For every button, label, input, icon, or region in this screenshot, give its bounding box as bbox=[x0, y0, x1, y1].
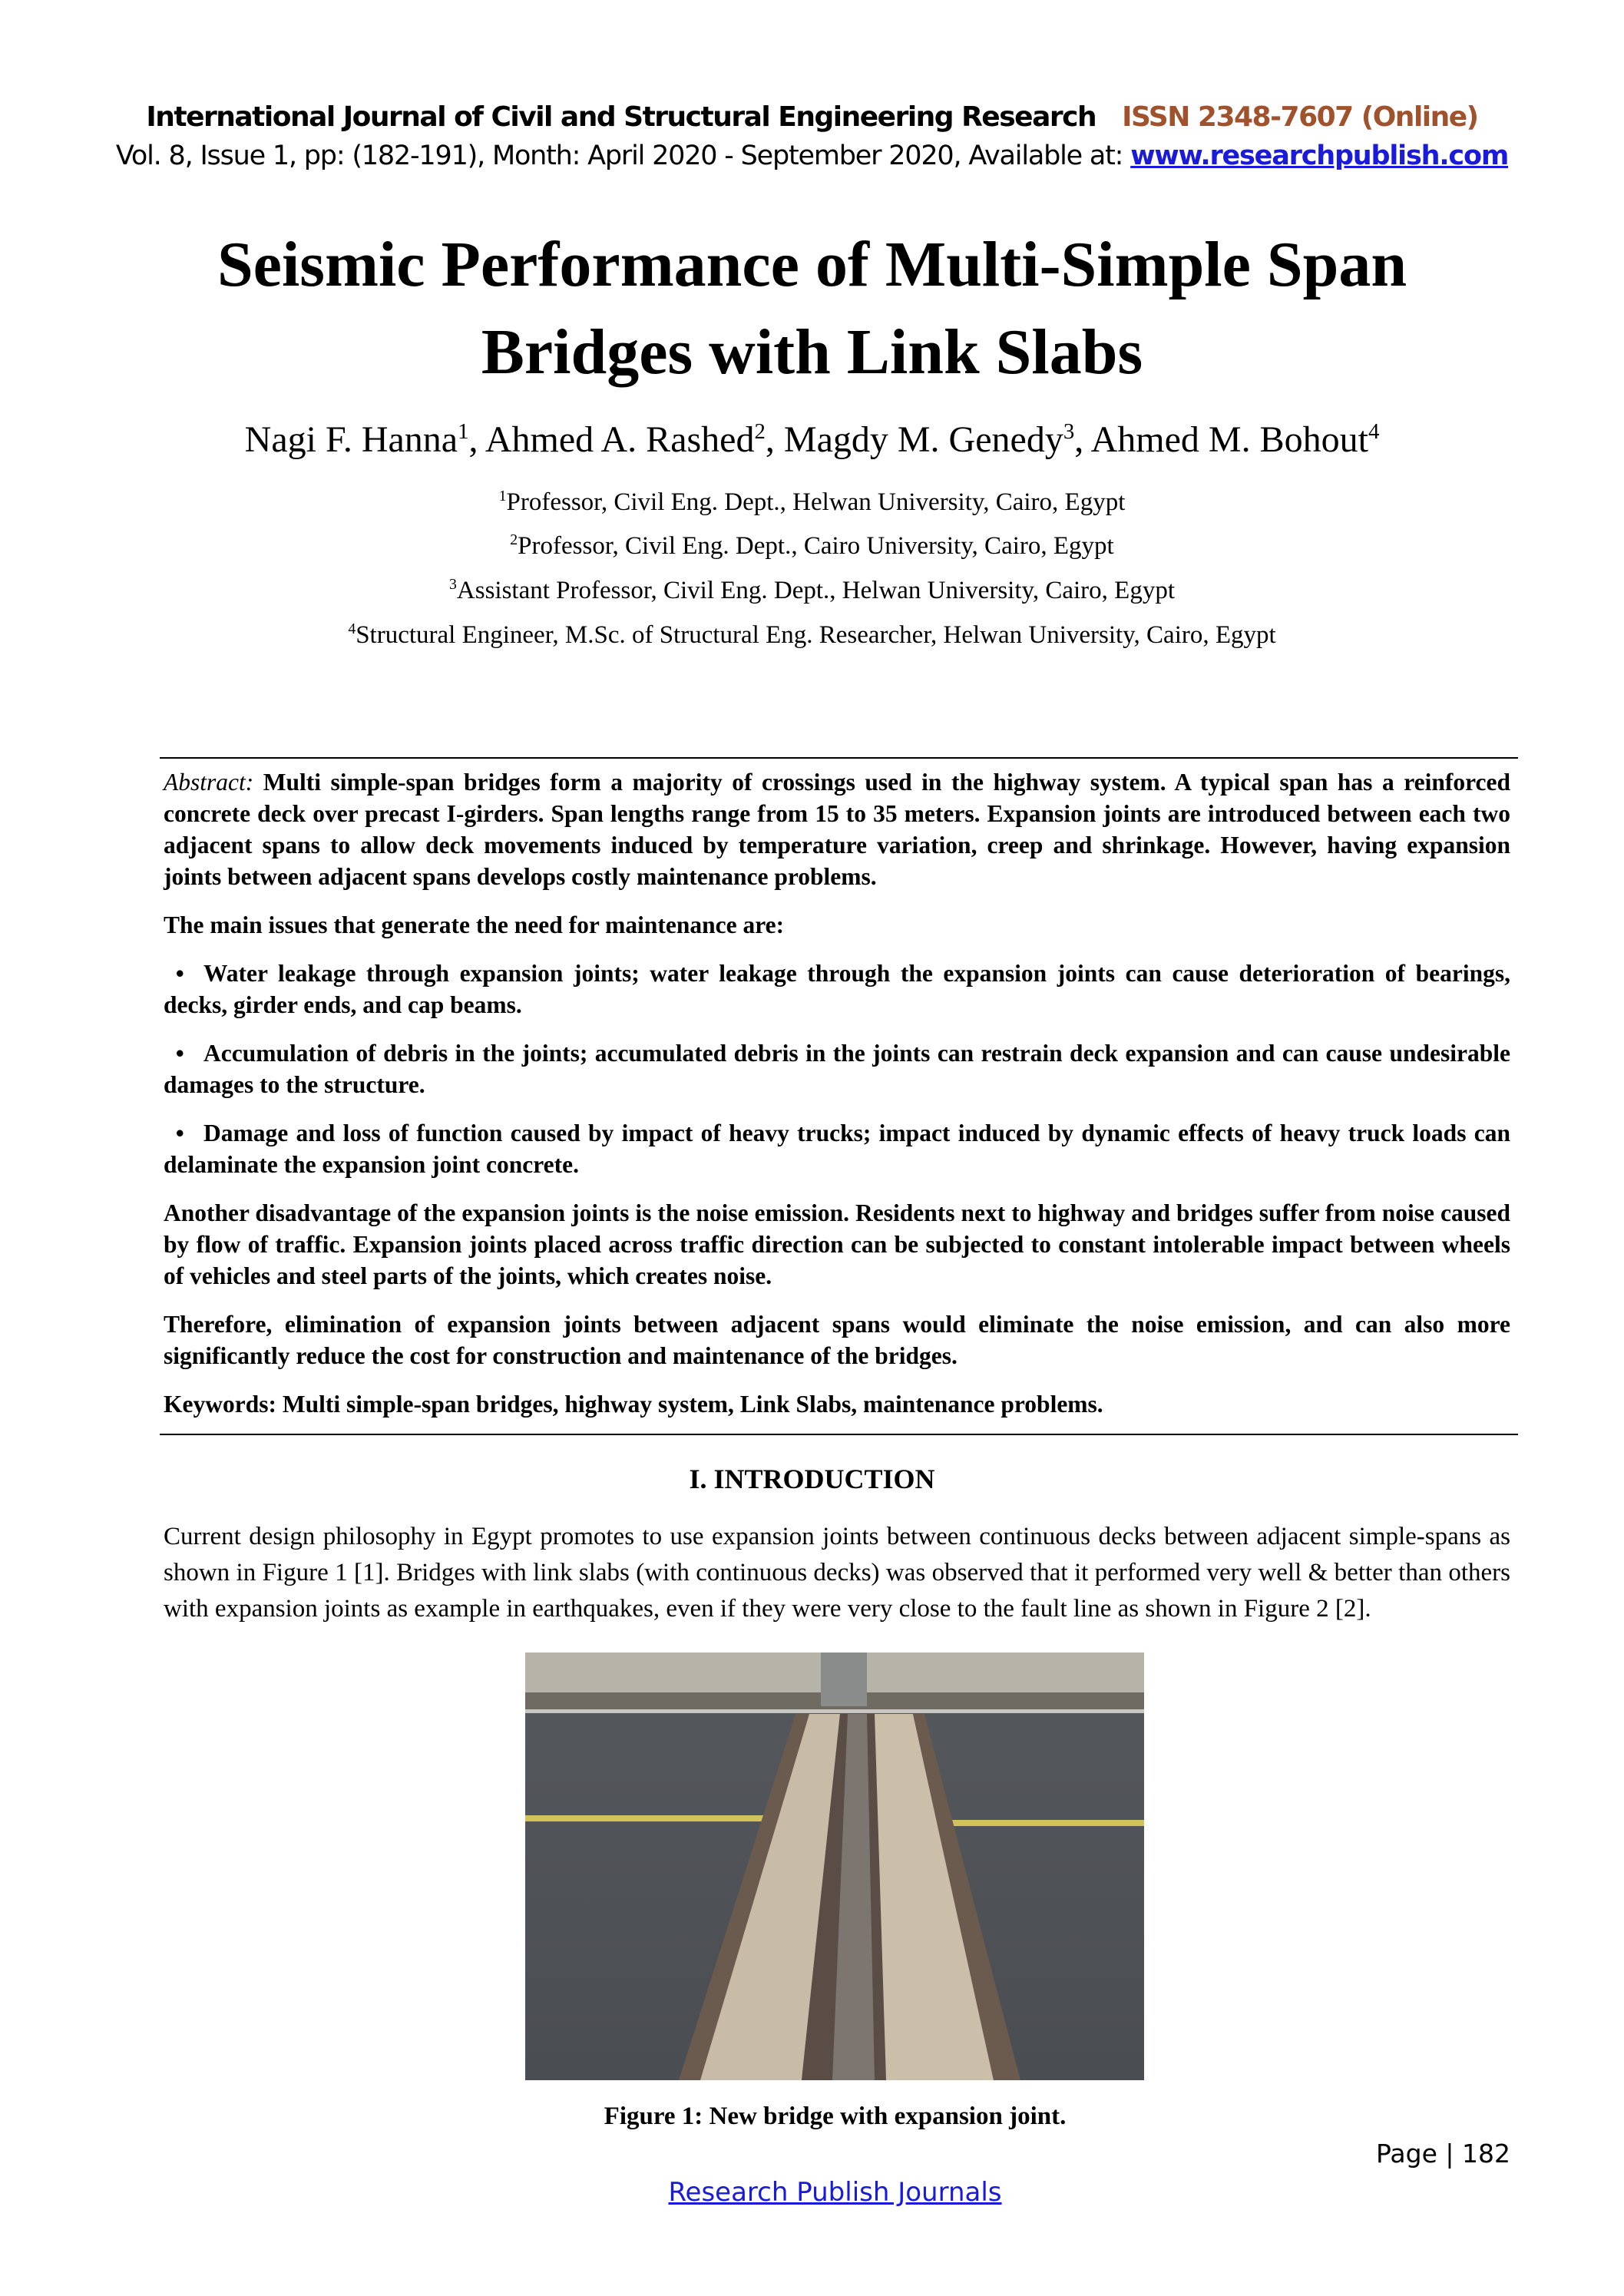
aff-sup: 3 bbox=[449, 576, 457, 593]
bullet-text: Water leakage through expansion joints; water leakage through the expansion joints can cause deterioration of bearings, decks, girder ends, and cap beams. bbox=[164, 960, 1510, 1018]
paper-title-line2: Bridges with Link Slabs bbox=[481, 316, 1143, 388]
author: Ahmed A. Rashed bbox=[485, 419, 755, 460]
bullet-item bbox=[164, 958, 1510, 1021]
author-sup: 3 bbox=[1063, 419, 1075, 444]
keywords: Keywords: Multi simple-span bridges, highway system, Link Slabs, maintenance problems. bbox=[164, 1391, 1103, 1418]
abstract-label: Abstract: bbox=[164, 769, 254, 796]
publisher-link[interactable]: Research Publish Journals bbox=[668, 2177, 1002, 2208]
aff-sup: 1 bbox=[498, 488, 507, 505]
website-link[interactable]: www.researchpublish.com bbox=[1130, 141, 1509, 171]
affiliation bbox=[0, 577, 1624, 605]
author: Nagi F. Hanna bbox=[244, 419, 458, 460]
author: Ahmed M. Bohout bbox=[1090, 419, 1368, 460]
affiliation bbox=[0, 488, 1624, 517]
page-number: Page | 182 bbox=[1376, 2139, 1510, 2169]
aff-sup: 2 bbox=[510, 531, 518, 548]
bullet-icon: • bbox=[164, 1040, 184, 1067]
bullet-text: Damage and loss of function caused by impact of heavy trucks; impact induced by dynamic effects of heavy truck loads can delaminate the expansion joint concrete. bbox=[164, 1120, 1510, 1178]
issue-info: Vol. 8, Issue 1, pp: (182-191), Month: April 2020 - September 2020, Available at: bbox=[115, 141, 1131, 171]
aff-text: Professor, Civil Eng. Dept., Helwan University, Cairo, Egypt bbox=[506, 488, 1126, 516]
abstract-p3: Another disadvantage of the expansion joints is the noise emission. Residents next to highway and bridges suffer from noise caused by flow of traffic. Expansion joints placed across traffic direction can be subjected to constant intolerable impact between wheels of vehicles and steel parts of the joints, which creates noise. bbox=[164, 1199, 1510, 1289]
bullet-icon: • bbox=[164, 1120, 184, 1146]
aff-text: Assistant Professor, Civil Eng. Dept., Helwan University, Cairo, Egypt bbox=[456, 577, 1175, 604]
footer bbox=[0, 2177, 1624, 2208]
abstract-p2: The main issues that generate the need for maintenance are: bbox=[164, 911, 785, 938]
author: Magdy M. Genedy bbox=[783, 419, 1063, 460]
author-sup: 2 bbox=[754, 419, 766, 444]
abstract bbox=[164, 766, 1510, 1437]
aff-text: Professor, Civil Eng. Dept., Cairo University, Cairo, Egypt bbox=[518, 532, 1114, 560]
divider-top bbox=[160, 757, 1518, 759]
author-list: Nagi F. Hanna$^1$, Ahmed A. Rashed$^2$, Magdy M. Genedy$^3$, Ahmed M. Bohout$^4$ bbox=[244, 419, 1380, 460]
abstract-p4: Therefore, elimination of expansion joints between adjacent spans would eliminate the noise emission, and can also more significantly reduce the cost for construction and maintenance of the bridges. bbox=[164, 1311, 1510, 1369]
intro-paragraph: Current design philosophy in Egypt promotes to use expansion joints between continuous decks between adjacent simple-spans as shown in Figure 1 [1]. Bridges with link slabs (with continuous decks) was observed that it performed very well & better than others with expansion joints as example in earthquakes, even if they were very close to the fault line as shown in Figure 2 [2]. bbox=[164, 1523, 1510, 1623]
issue-info-line bbox=[0, 141, 1624, 171]
bridge-expansion-joint-photo bbox=[525, 1653, 1144, 2080]
figure-caption: Figure 1: New bridge with expansion joint. bbox=[604, 2102, 1067, 2130]
paper-title-line1: Seismic Performance of Multi-Simple Span bbox=[217, 229, 1407, 300]
bullet-item bbox=[164, 1037, 1510, 1100]
section-heading: I. INTRODUCTION bbox=[689, 1464, 935, 1494]
bullet-item bbox=[164, 1117, 1510, 1180]
author-sup: 4 bbox=[1368, 419, 1380, 444]
bullet-text: Accumulation of debris in the joints; accumulated debris in the joints can restrain deck expansion and can cause undesirable damages to the structure. bbox=[164, 1040, 1510, 1098]
author-sup: 1 bbox=[458, 419, 469, 444]
divider-bottom bbox=[160, 1434, 1518, 1435]
aff-text: Structural Engineer, M.Sc. of Structural Eng. Researcher, Helwan University, Cairo, Egypt bbox=[356, 621, 1276, 649]
affiliation bbox=[0, 621, 1624, 650]
affiliation bbox=[0, 532, 1624, 561]
aff-sup: 4 bbox=[348, 620, 356, 637]
abstract-p1: Multi simple-span bridges form a majority of crossings used in the highway system. A typical span has a reinforced concrete deck over precast I-girders. Span lengths range from 15 to 35 meters. Expansion joints are introduced between each two adjacent spans to allow deck movements induced by temperature variation, creep and shrinkage. However, having expansion joints between adjacent spans develops costly maintenance problems. bbox=[164, 769, 1510, 890]
journal-header bbox=[0, 101, 1624, 133]
issn: ISSN 2348-7607 (Online) bbox=[1122, 101, 1478, 133]
journal-name: International Journal of Civil and Structural Engineering Research bbox=[146, 101, 1096, 133]
bullet-icon: • bbox=[164, 960, 184, 987]
